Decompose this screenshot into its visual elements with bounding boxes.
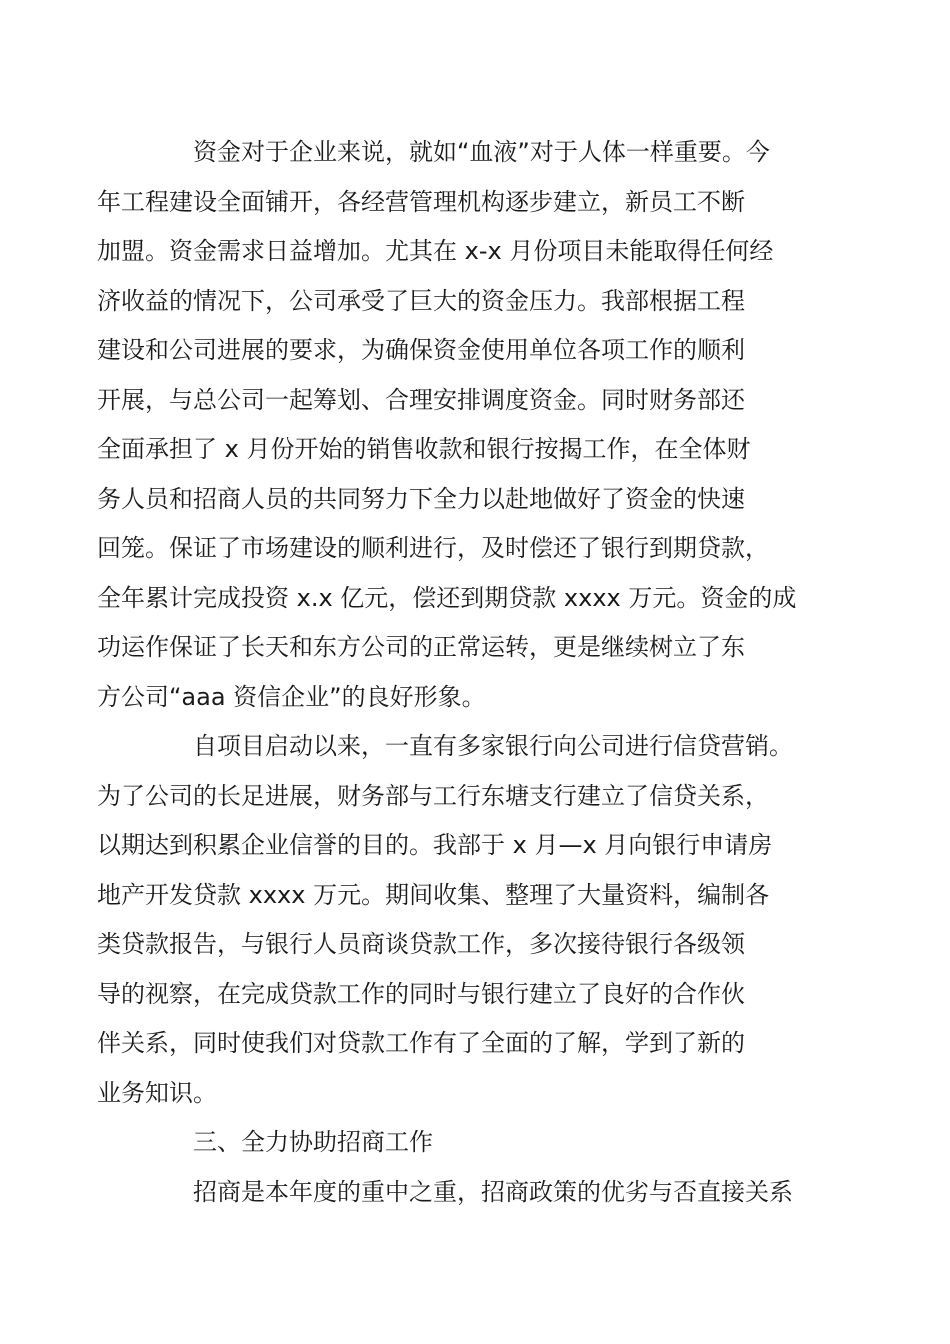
document-body bbox=[97, 128, 810, 1217]
text-line: 自项目启动以来，一直有多家银行向公司进行信贷营销。 bbox=[193, 732, 793, 760]
text-line: 全面承担了 x 月份开始的销售收款和银行按揭工作，在全体财 bbox=[97, 435, 751, 463]
text-line: 开展，与总公司一起筹划、合理安排调度资金。同时财务部还 bbox=[97, 385, 745, 414]
text-line: 类贷款报告，与银行人员商谈贷款工作，多次接待银行各级领 bbox=[97, 930, 745, 958]
text-line: 全年累计完成投资 x.x 亿元，偿还到期贷款 xxxx 万元。资金的成 bbox=[97, 583, 797, 612]
text-line: 年工程建设全面铺开，各经营管理机构逐步建立，新员工不断 bbox=[97, 187, 745, 216]
text-line: 伴关系，同时使我们对贷款工作有了全面的了解，学到了新的 bbox=[97, 1029, 745, 1057]
text-line: 加盟。资金需求日益增加。尤其在 x-x 月份项目未能取得任何经 bbox=[97, 237, 774, 265]
text-line: 务人员和招商人员的共同努力下全力以赴地做好了资金的快速 bbox=[97, 484, 745, 513]
text-line: 以期达到积累企业信誉的目的。我部于 x 月—x 月向银行申请房 bbox=[97, 831, 773, 859]
text-line: 地产开发贷款 xxxx 万元。期间收集、整理了大量资料，编制各 bbox=[97, 880, 770, 909]
text-line: 方公司“aaa 资信企业”的良好形象。 bbox=[97, 682, 486, 711]
text-line: 业务知识。 bbox=[97, 1078, 217, 1107]
section-heading bbox=[145, 1118, 810, 1168]
text-line: 功运作保证了长天和东方公司的正常运转，更是继续树立了东 bbox=[97, 633, 745, 661]
text-line: 招商是本年度的重中之重，招商政策的优劣与否直接关系 bbox=[193, 1177, 793, 1206]
paragraph-credit bbox=[97, 722, 810, 1118]
text-line: 济收益的情况下，公司承受了巨大的资金压力。我部根据工程 bbox=[97, 286, 745, 315]
text-line: 回笼。保证了市场建设的顺利进行，及时偿还了银行到期贷款， bbox=[97, 534, 769, 562]
text-line: 导的视察，在完成贷款工作的同时与银行建立了良好的合作伙 bbox=[97, 979, 745, 1008]
paragraph-funds bbox=[97, 128, 810, 722]
section-heading-text: 三、全力协助招商工作 bbox=[193, 1128, 433, 1156]
text-line: 建设和公司进展的要求，为确保资金使用单位各项工作的顺利 bbox=[97, 336, 745, 364]
paragraph-investment bbox=[145, 1168, 810, 1218]
text-line: 资金对于企业来说，就如“血液”对于人体一样重要。今 bbox=[193, 138, 770, 166]
text-line: 为了公司的长足进展，财务部与工行东塘支行建立了信贷关系， bbox=[97, 781, 769, 810]
